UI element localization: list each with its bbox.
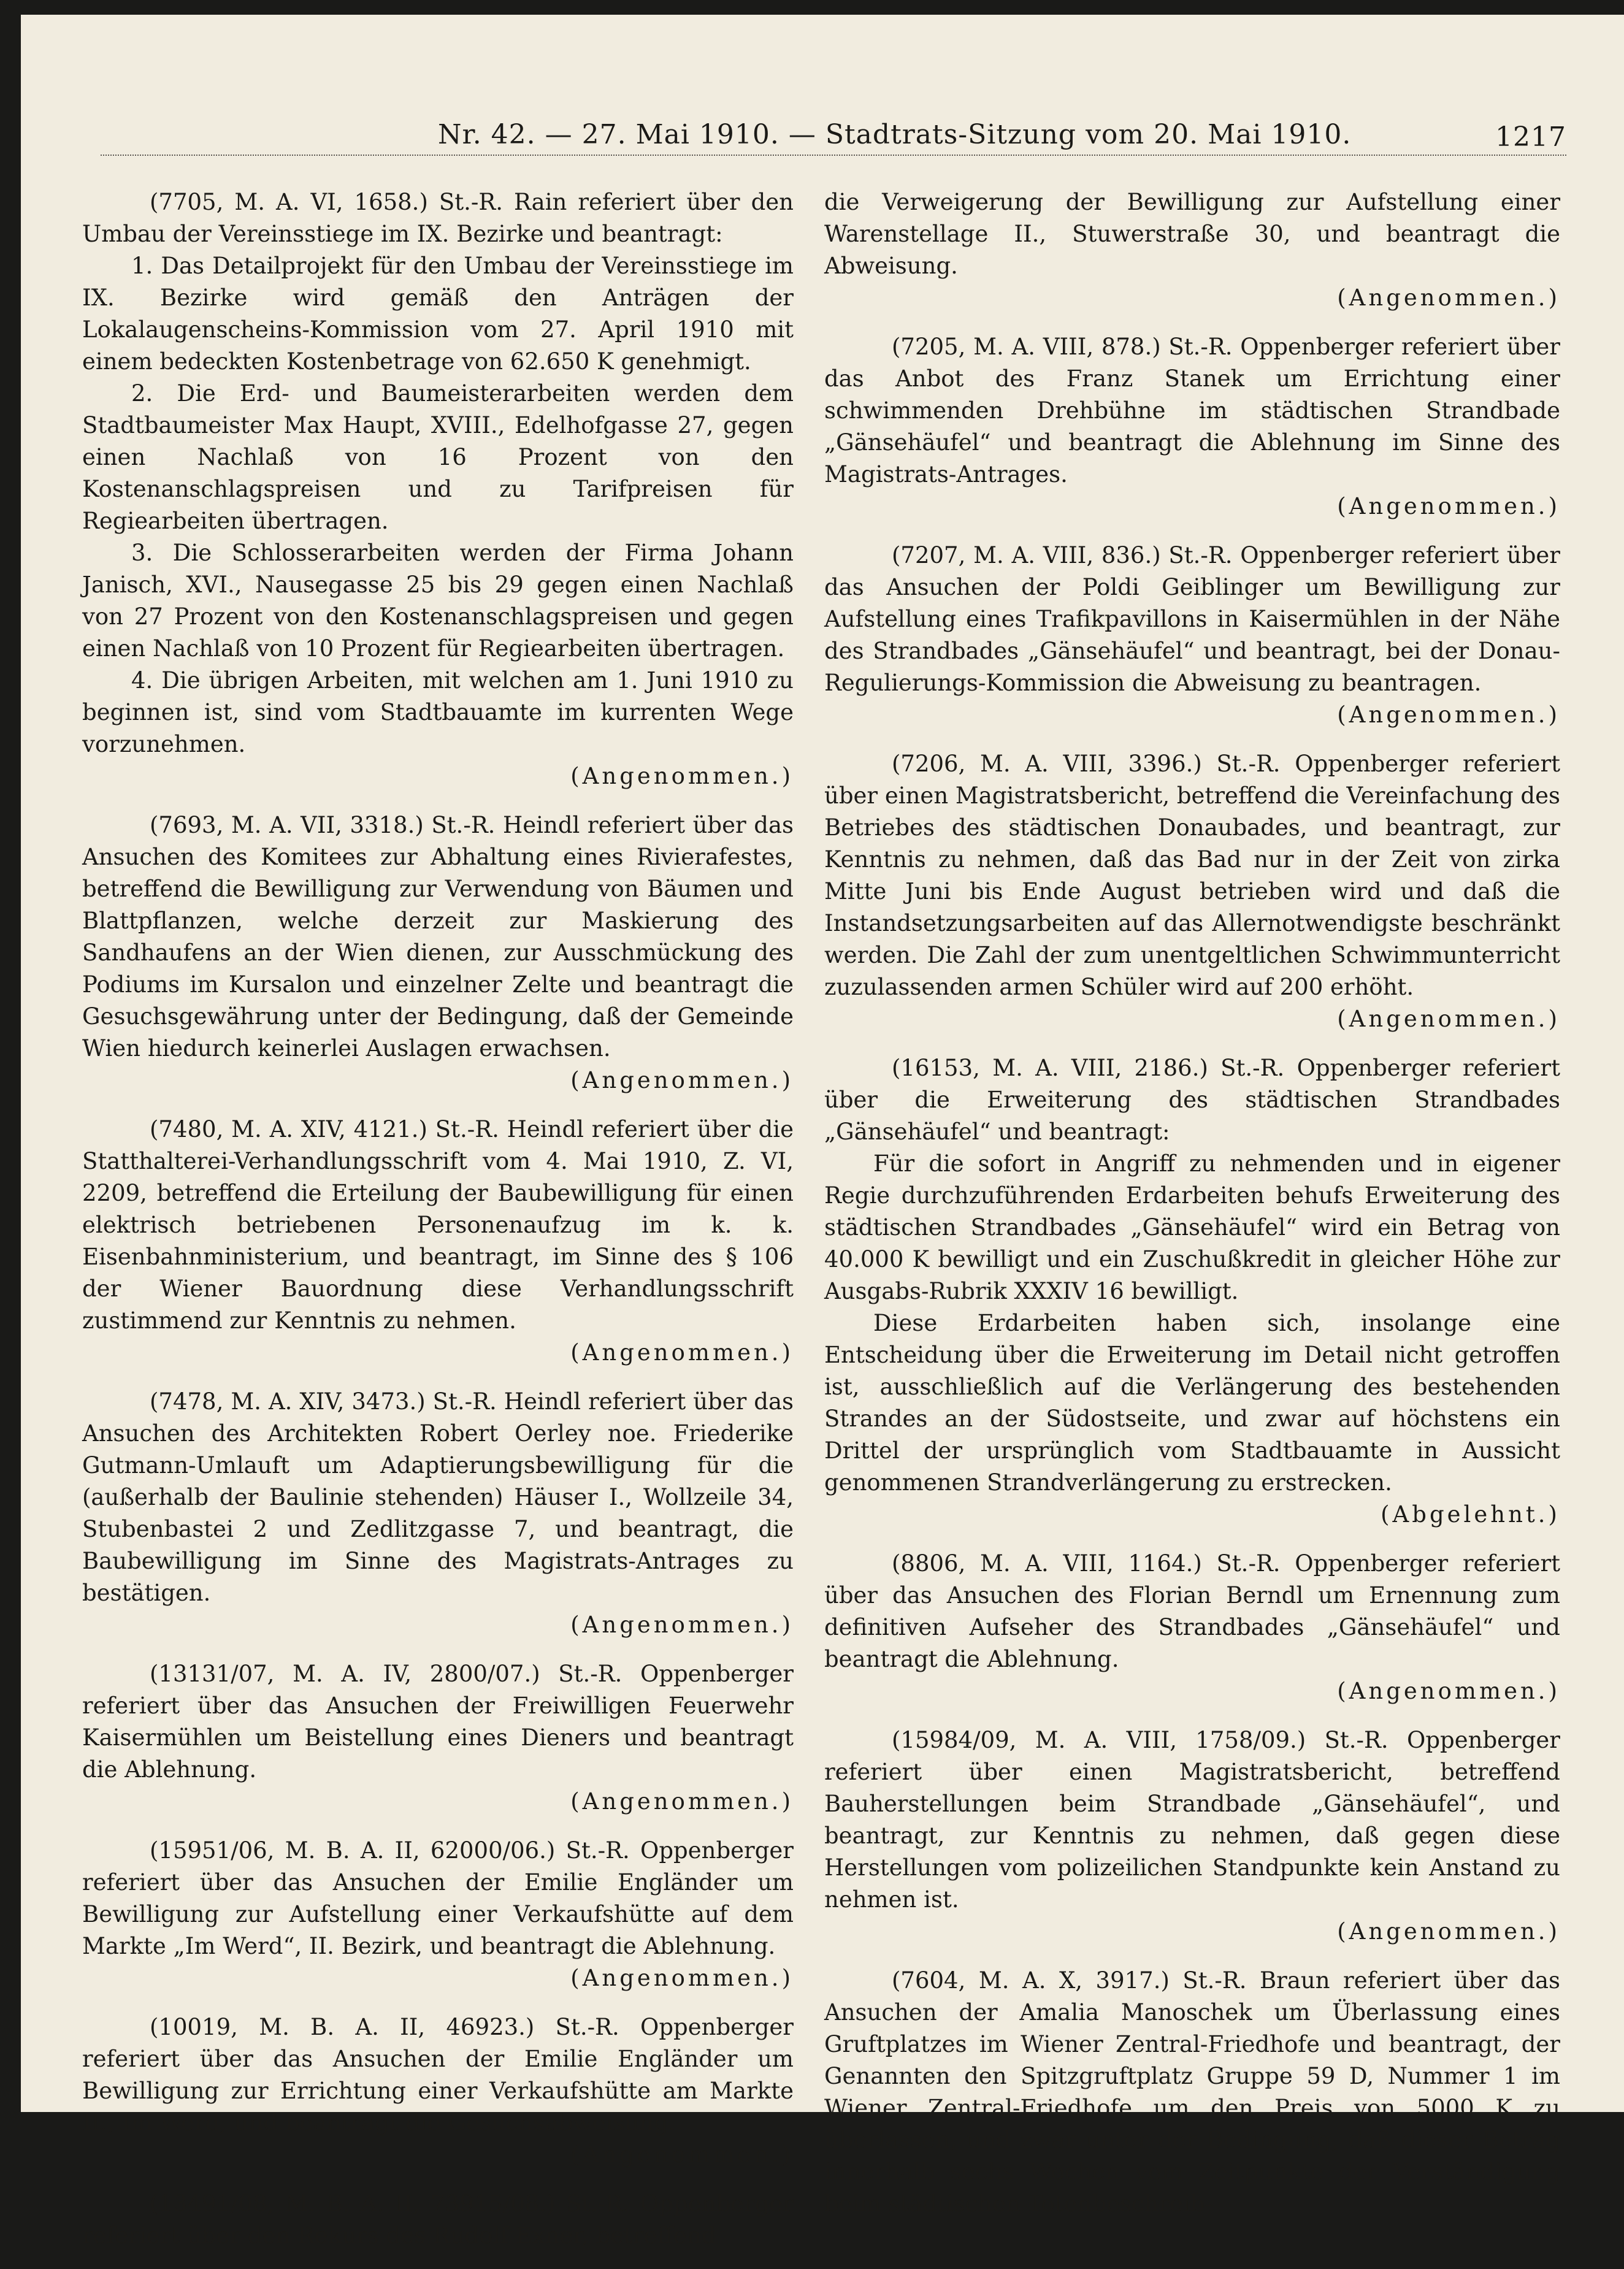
entry-paragraph: (15984/09, M. A. VIII, 1758/09.) St.-R. Oppenberger referiert über einen Magistratsbericht, betreffend Bauherstellungen beim Strandbade „Gänsehäufel“, und beantragt, zur Kenntnis zu nehmen, daß gegen diese Herstellungen vom polizeilichen Standpunkte kein Anstand zu nehmen ist. [824,1727,1560,1913]
entry-paragraph: 3. Die Schlosserarbeiten werden der Firma Johann Janisch, XVI., Nausegasse 25 bis 29 gegen einen Nachlaß von 27 Prozent von den Kostenanschlagspreisen und gegen einen Nachlaß von 10 Prozent für Regiearbeiten übertragen. [82,540,794,662]
entry-result: (Angenommen.) [1337,285,1560,311]
right-entry [824,540,1560,731]
entry-paragraph: (7480, M. A. XIV, 4121.) St.-R. Heindl referiert über die Statthalterei-Verhandlungsschrift vom 4. Mai 1910, Z. VI, 2209, betreffend die Erteilung der Baubewilligung für einen elektrisch betriebenen Personenaufzug im k. k. Eisenbahnministerium, und beantragt, im Sinne des § 106 der Wiener Bauordnung diese Verhandlungsschrift zustimmend zur Kenntnis zu nehmen. [82,1116,794,1334]
left-entry [82,1835,794,1994]
left-entry [82,1114,794,1369]
entry-result: (Angenommen.) [570,1067,794,1093]
left-entry [82,2188,794,2252]
entry-paragraph: (7604, M. A. X, 3917.) St.-R. Braun referiert über das Ansuchen der Amalia Manoschek um Überlassung eines Gruftplatzes im Wiener Zentral-Friedhofe und beantragt, der Genannten den Spitzgruftplatz Gruppe 59 D, Nummer 1 im Wiener Zentral-Friedhofe um den Preis von 5000 K zu überlassen, und zwar unter der Bedingung, daß dieser Betrag innerhalb sechs Wochen vom Zeitpunkte der Verständigung beim städtischen Totenbeschreib- [824,1967,1560,2217]
left-entry [82,809,794,1096]
entry-result: (Angenommen.) [570,763,794,789]
entry-paragraph: Für die sofort in Angriff zu nehmenden und in eigener Regie durchzuführenden Erdarbeiten behufs Erweiterung des städtischen Strandbades „Gänsehäufel“ wird ein Betrag von 40.000 K bewilligt und ein Zuschußkredit in gleicher Höhe zur Ausgabs-Rubrik XXXIV 16 bewilligt. [824,1150,1560,1304]
entry-paragraph: (7478, M. A. XIV, 3473.) St.-R. Heindl referiert über das Ansuchen des Architekten Robert Oerley noe. Friederike Gutmann-Umlauft um Adaptierungsbewilligung für die (außerhalb der Baulinie stehenden) Häuser I., Wollzeile 34, Stubenbastei 2 und Zedlitzgasse 7, und beantragt, die Baubewilligung im Sinne des Magistrats-Antrages zu bestätigen. [82,1388,794,1606]
entry-paragraph: Diese Erdarbeiten haben sich, insolange eine Entscheidung über die Erweiterung im Detail nicht getroffen ist, ausschließlich auf die Verlängerung des bestehenden Strandes an der Südostseite, und zwar auf höchstens ein Drittel der ursprünglich vom Stadtbauamte in Aussicht genommenen Strandverlängerung zu erstrecken. [824,1310,1560,1496]
entry-result: (Angenommen.) [570,2141,794,2168]
entry-result: (Angenommen.) [570,1339,794,1366]
right-entry [824,1724,1560,1948]
right-entry [824,331,1560,522]
header-title: Nr. 42. — 27. Mai 1910. — Stadtrats-Sitzung vom 20. Mai 1910. [438,119,1352,150]
entry-result: (Angenommen.) [570,1965,794,1991]
entry-paragraph: (13131/07, M. A. IV, 2800/07.) St.-R. Oppenberger referiert über das Ansuchen der Freiwilligen Feuerwehr Kaisermühlen um Beistellung eines Dieners und beantragt die Ablehnung. [82,1661,794,1783]
right-entry [824,186,1560,314]
entry-paragraph: (8806, M. A. VIII, 1164.) St.-R. Oppenberger referiert über das Ansuchen des Florian Berndl um Ernennung zum definitiven Aufseher des Strandbades „Gänsehäufel“ und beantragt die Ablehnung. [824,1550,1560,1672]
entry-result: (Angenommen.) [1337,493,1560,519]
right-entry [824,1548,1560,1707]
entry-paragraph: (7693, M. A. VII, 3318.) St.-R. Heindl referiert über das Ansuchen des Komitees zur Abhaltung eines Rivierafestes, betreffend die Bewilligung zur Verwendung von Bäumen und Blattpflanzen, welche derzeit zur Maskierung des Sandhaufens an der Wien dienen, zur Ausschmückung des Podiums im Kursalon und einzelner Zelte und beantragt die Gesuchsgewährung unter der Bedingung, daß der Gemeinde Wien hiedurch keinerlei Auslagen erwachsen. [82,812,794,1062]
entry-result: (Angenommen.) [1337,1678,1560,1704]
left-entry [82,2011,794,2171]
right-entry [824,748,1560,1035]
entry-paragraph: (16153, M. A. VIII, 2186.) St.-R. Oppenberger referiert über die Erweiterung des städtischen Strandbades „Gänsehäufel“ und beantragt: [824,1055,1560,1145]
entry-paragraph: (7205, M. A. VIII, 878.) St.-R. Oppenberger referiert über das Anbot des Franz Stanek um Errichtung einer schwimmenden Drehbühne im städtischen Strandbade „Gänsehäufel“ und beantragt die Ablehnung im Sinne des Magistrats-Antrages. [824,334,1560,488]
entry-paragraph: 4. Die übrigen Arbeiten, mit welchen am 1. Juni 1910 zu beginnen ist, sind vom Stadtbauamte im kurrenten Wege vorzunehmen. [82,667,794,757]
entry-paragraph: (7206, M. A. VIII, 3396.) St.-R. Oppenberger referiert über einen Magistratsbericht, betreffend die Vereinfachung des Betriebes des städtischen Donaubades, und beantragt, zur Kenntnis zu nehmen, daß das Bad nur in der Zeit von zirka Mitte Juni bis Ende August betrieben wird und daß die Instandsetzungsarbeiten auf das Allernotwendigste beschränkt werden. Die Zahl der zum unentgeltlichen Schwimmunterricht zuzulassenden armen Schüler wird auf 200 erhöht. [824,751,1560,1000]
page-content [58,15,1615,2249]
left-entry [82,1658,794,1818]
entry-result: (Abgelehnt.) [1381,1501,1560,1528]
entry-paragraph: (10019, M. B. A. II, 46923.) St.-R. Oppenberger referiert über das Ansuchen der Emilie Engländer um Bewilligung zur Errichtung einer Verkaufshütte am Markte II., Im Werd, und beantragt die Gesuchsabweisung. [82,2014,794,2136]
right-column [824,186,1560,2237]
left-entry [82,1386,794,1641]
left-column [82,186,794,2269]
entry-paragraph: (13491/08, M. B. A. II, 73915/08.) St.-R. Oppenberger referiert über den Rekurs des Rudolf Exner, betreffend [82,2191,794,2249]
right-entry [824,1965,1560,2220]
entry-paragraph: die Verweigerung der Bewilligung zur Aufstellung einer Warenstellage II., Stuwerstraße 30, und beantragt die Abweisung. [824,189,1560,279]
entry-paragraph: (7207, M. A. VIII, 836.) St.-R. Oppenberger referiert über das Ansuchen der Poldi Geiblinger um Bewilligung zur Aufstellung eines Trafikpavillons in Kaisermühlen in der Nähe des Strandbades „Gänsehäufel“ und beantragt, bei der Donau-Regulierungs-Kommission die Abweisung zu beantragen. [824,542,1560,696]
entry-paragraph: 2. Die Erd- und Baumeisterarbeiten werden dem Stadtbaumeister Max Haupt, XVIII., Edelhofgasse 27, gegen einen Nachlaß von 16 Prozent von den Kostenanschlagspreisen und zu Tarifpreisen für Regiearbeiten übertragen. [82,380,794,534]
right-entry [824,1052,1560,1531]
entry-paragraph: (15951/06, M. B. A. II, 62000/06.) St.-R. Oppenberger referiert über das Ansuchen der Emilie Engländer um Bewilligung zur Aufstellung einer Verkaufshütte auf dem Markte „Im Werd“, II. Bezirk, und beantragt die Ablehnung. [82,1837,794,1959]
entry-result: (Angenommen.) [1337,1006,1560,1032]
entry-result: (Angenommen.) [1337,1918,1560,1945]
left-entry [82,186,794,792]
entry-paragraph: 1. Das Detailprojekt für den Umbau der Vereinsstiege im IX. Bezirke wird gemäß den Anträgen der Lokalaugenscheins-Kommission vom 27. April 1910 mit einem bedeckten Kostenbetrage von 62.650 K genehmigt. [82,253,794,375]
page-number: 1217 [1495,121,1566,153]
entry-result: (Angenommen.) [570,1612,794,1638]
entry-result: (Angenommen.) [570,1788,794,1815]
page-scan [21,15,1624,2249]
entry-result: (Angenommen.) [1337,702,1560,728]
entry-paragraph: (7705, M. A. VI, 1658.) St.-R. Rain referiert über den Umbau der Vereinsstiege im IX. Bezirke und beantragt: [82,189,794,247]
header-rule [101,155,1566,159]
